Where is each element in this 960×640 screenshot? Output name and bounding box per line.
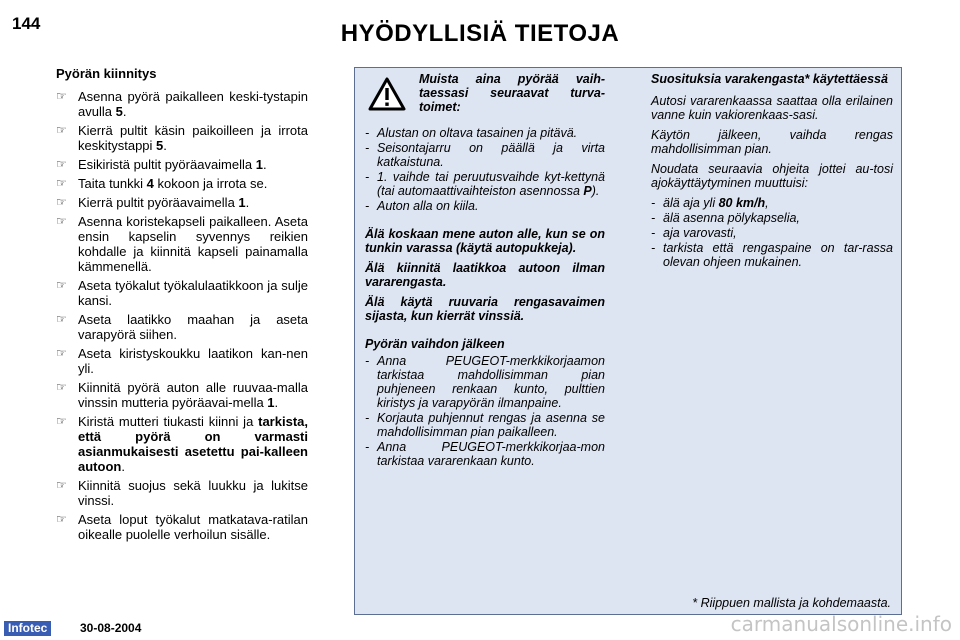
step-item	[56, 157, 308, 172]
step-item	[56, 380, 308, 410]
safety-text: Alustan on oltava tasainen ja pitävä.	[377, 126, 578, 140]
step-bold: 1	[255, 157, 263, 172]
pointing-hand-icon: ☞	[56, 176, 67, 190]
step-text: Asenna pyörä paikalleen keski-tystapin avulla 5.	[78, 89, 308, 119]
safety-column	[365, 72, 605, 482]
pointing-hand-icon: ☞	[56, 278, 67, 292]
spare-wheel-item	[651, 241, 893, 269]
step-text: Kierrä pultit käsin paikoilleen ja irrota keskitystappi 5.	[78, 123, 308, 153]
step-text: Kiristä mutteri tiukasti kiinni ja tarkista, että pyörä on varmasti asianmukaisesti asetettu pai-kalleen autoon.	[78, 414, 308, 474]
step-bold: 5	[156, 138, 164, 153]
step-text: Esikiristä pultit pyöräavaimella 1.	[78, 157, 267, 172]
spare-wheel-bold: 80 km/h	[718, 196, 766, 210]
spare-wheel-list	[651, 196, 893, 269]
dash-marker: -	[365, 440, 370, 454]
pointing-hand-icon: ☞	[56, 380, 67, 394]
spare-wheel-paragraphs	[651, 94, 893, 190]
safety-item	[365, 141, 605, 169]
step-bold: 1	[267, 395, 275, 410]
step-item	[56, 195, 308, 210]
step-text: Aseta työkalut työkalulaatikkoon ja sulje kansi.	[78, 278, 308, 308]
warning-text: Älä käytä ruuvaria rengasavaimen sijasta, kun kierrät vinssiä.	[365, 295, 605, 323]
pointing-hand-icon: ☞	[56, 157, 67, 171]
step-item	[56, 123, 308, 153]
step-item	[56, 346, 308, 376]
dash-marker: -	[365, 126, 370, 140]
step-text: Asenna koristekapseli paikalleen. Aseta ensin kapselin syvennys reikien kohdalle ja kiinnitä kapseli painamalla kämmenellä.	[78, 214, 308, 274]
step-text: Taita tunkki 4 kokoon ja irrota se.	[78, 176, 268, 191]
pointing-hand-icon: ☞	[56, 214, 67, 228]
safety-item	[365, 126, 605, 140]
dash-marker: -	[651, 211, 656, 225]
pointing-hand-icon: ☞	[56, 195, 67, 209]
after-change-item	[365, 440, 605, 468]
step-item	[56, 89, 308, 119]
after-change-heading: Pyörän vaihdon jälkeen	[365, 337, 505, 351]
step-list	[56, 89, 308, 542]
step-text: Aseta laatikko maahan ja aseta varapyörä siihen.	[78, 312, 308, 342]
watermark: carmanualsonline.info	[730, 612, 952, 636]
step-item	[56, 176, 308, 191]
safety-item	[365, 199, 605, 213]
info-panel	[354, 67, 902, 615]
step-text: Kiinnitä suojus sekä luukku ja lukitse vinssi.	[78, 478, 308, 508]
spare-wheel-text: tarkista että rengaspaine on tar-rassa olevan ohjeen mukainen.	[663, 241, 893, 269]
pointing-hand-icon: ☞	[56, 89, 67, 103]
step-item	[56, 478, 308, 508]
dash-marker: -	[365, 411, 370, 425]
spare-wheel-text: älä asenna pölykapselia,	[663, 211, 800, 225]
warning-text: Älä kiinnitä laatikkoa autoon ilman vararengasta.	[365, 261, 605, 289]
spare-wheel-paragraph: Autosi vararenkaassa saattaa olla erilainen vanne kuin vakiorenkaas-sasi.	[651, 94, 893, 122]
spare-wheel-text: älä aja yli 80 km/h,	[663, 196, 769, 210]
spare-wheel-heading: Suosituksia varakengasta* käytettäessä	[651, 72, 888, 86]
pointing-hand-icon: ☞	[56, 512, 67, 526]
after-change-item	[365, 354, 605, 410]
step-bold: tarkista, että pyörä on varmasti asianmukaisesti asetettu pai-kalleen autoon	[78, 414, 308, 474]
step-item	[56, 414, 308, 474]
after-change-list	[365, 354, 605, 468]
spare-wheel-column	[651, 72, 893, 283]
dash-marker: -	[365, 170, 370, 184]
pointing-hand-icon: ☞	[56, 414, 67, 428]
pointing-hand-icon: ☞	[56, 312, 67, 326]
pointing-hand-icon: ☞	[56, 478, 67, 492]
dash-marker: -	[365, 141, 370, 155]
step-item	[56, 214, 308, 274]
dash-marker: -	[365, 354, 370, 368]
infotec-logo: Infotec	[4, 621, 51, 636]
step-text: Kiinnitä pyörä auton alle ruuvaa-malla vinssin mutteria pyöräavai-mella 1.	[78, 380, 308, 410]
pointing-hand-icon: ☞	[56, 123, 67, 137]
spare-wheel-paragraph: Käytön jälkeen, vaihda rengas mahdollisimman pian.	[651, 128, 893, 156]
step-item	[56, 278, 308, 308]
after-change-text: Anna PEUGEOT-merkkikorjaamon tarkistaa mahdollisimman pian puhjeneen renkaan kunto, pulttien kiristys ja varapyörän ilmanpaine.	[377, 354, 605, 410]
warning-text: Älä koskaan mene auton alle, kun se on tunkin varassa (käytä autopukkeja).	[365, 227, 605, 255]
spare-wheel-item	[651, 196, 893, 210]
page-number: 144	[12, 14, 41, 33]
after-change-text: Anna PEUGEOT-merkkikorjaa-mon tarkistaa vararenkaan kunto.	[377, 440, 605, 468]
dash-marker: -	[365, 199, 370, 213]
step-item	[56, 312, 308, 342]
dash-marker: -	[651, 226, 656, 240]
safety-text: Seisontajarru on päällä ja virta katkaistuna.	[377, 141, 605, 169]
safety-intro: Muista aina pyörää vaih-taessasi seuraavat turva-toimet:	[419, 72, 605, 114]
step-text: Aseta loput työkalut matkatava-ratilan oikealle puolelle verhoilun sisälle.	[78, 512, 308, 542]
dash-marker: -	[651, 196, 656, 210]
page-title: HYÖDYLLISIÄ TIETOJA	[340, 20, 620, 47]
safety-text: 1. vaihde tai peruutusvaihde kyt-kettynä (tai automaattivaihteiston asennossa P).	[377, 170, 605, 198]
warnings-block	[365, 227, 605, 323]
step-bold: 5	[115, 104, 123, 119]
safety-item	[365, 170, 605, 198]
section-heading: Pyörän kiinnitys	[56, 66, 157, 81]
spare-wheel-paragraph: Noudata seuraavia ohjeita jottei au-tosi ajokäyttäytyminen muuttuisi:	[651, 162, 893, 190]
spare-wheel-text: aja varovasti,	[663, 226, 737, 240]
spare-wheel-item	[651, 226, 893, 240]
spare-wheel-item	[651, 211, 893, 225]
step-bold: 1	[238, 195, 246, 210]
wheel-fitting-section	[56, 66, 308, 546]
step-item	[56, 512, 308, 542]
pointing-hand-icon: ☞	[56, 346, 67, 360]
footnote: * Riippuen mallista ja kohdemaasta.	[692, 596, 891, 610]
safety-bold: P	[583, 184, 592, 198]
dash-marker: -	[651, 241, 656, 255]
safety-list	[365, 126, 605, 213]
step-text: Aseta kiristyskoukku laatikon kan-nen yli.	[78, 346, 308, 376]
after-change-item	[365, 411, 605, 439]
safety-text: Auton alla on kiila.	[377, 199, 479, 213]
footer-date: 30-08-2004	[80, 621, 142, 635]
after-change-text: Korjauta puhjennut rengas ja asenna se mahdollisimman pian paikalleen.	[377, 411, 605, 439]
step-bold: 4	[146, 176, 154, 191]
step-text: Kierrä pultit pyöräavaimella 1.	[78, 195, 250, 210]
